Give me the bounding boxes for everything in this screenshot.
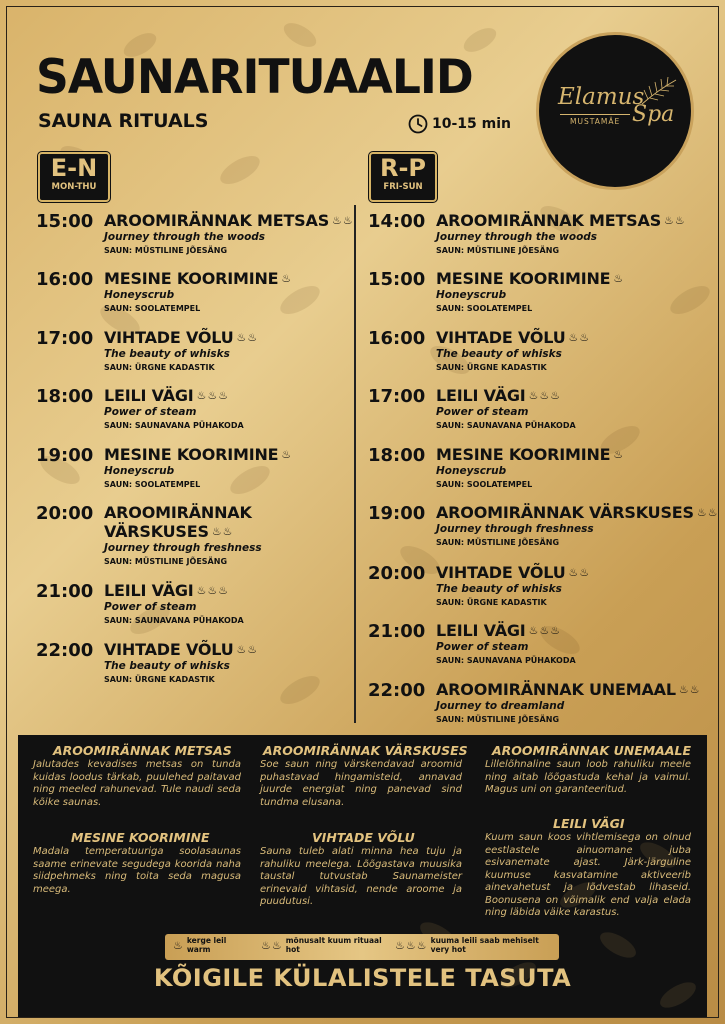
entry-sauna: SAUN: ÜRGNE KADASTIK [436,598,547,607]
clock-icon [408,114,428,134]
desc-text-unemaale: Lillelõhnaline saun loob rahuliku meele ning aitab lõõgastuda kehal ja vaimul. Magus uni on garanteeritud. [485,759,691,795]
desc-title-metsas: AROOMIRÄNNAK METSAS [53,743,232,758]
entry-ritual-name-text: VIHTADE VÕLU [104,328,234,347]
desc-title-unemaale: AROOMIRÄNNAK UNEMAALE [492,743,692,758]
entry-sauna: SAUN: SOOLATEMPEL [104,304,201,313]
entry-ritual-name-text: LEILI VÄGI [436,386,526,405]
entry-ritual-name [436,621,561,640]
desc-title-varskuses: AROOMIRÄNNAK VÄRSKUSES [263,743,468,758]
entry-english-name: Honeyscrub [104,465,175,477]
entry-time: 22:00 [36,640,94,661]
entry-time: 21:00 [368,621,426,642]
entry-time: 16:00 [36,269,94,290]
schedule-entry [36,581,346,641]
heat-level-icon: ♨♨♨ [196,389,230,402]
schedule-entry [368,386,708,446]
entry-ritual-name [436,269,624,288]
entry-english-name: Journey through freshness [436,523,594,535]
entry-english-name: The beauty of whisks [104,660,230,672]
entry-sauna: SAUN: MÜSTILINE JÕESÄNG [104,246,228,255]
logo-line [560,114,630,115]
legend-label: kerge leil [186,936,227,945]
entry-english-name: Journey through freshness [104,542,262,554]
entry-sauna: SAUN: SAUNAVANA PÜHAKODA [436,421,576,430]
entry-ritual-name [436,328,590,347]
entry-english-name: Power of steam [436,641,529,653]
entry-ritual-name [104,328,258,347]
schedule-entry [36,503,346,566]
entry-english-name: Journey to dreamland [436,700,565,712]
entry-ritual-name-text: AROOMIRÄNNAK METSAS [104,211,330,230]
duration [408,114,511,134]
heat-level-icon: ♨♨ [678,683,701,696]
day-badge-mon-thu [38,152,110,202]
schedule-entry [36,445,346,505]
entry-ritual-name-text: AROOMIRÄNNAK METSAS [436,211,662,230]
entry-ritual-name [436,211,686,230]
entry-english-name: The beauty of whisks [104,348,230,360]
heat-level-icon: ♨ [281,448,293,461]
schedule-entry [368,445,708,505]
entry-time: 20:00 [368,563,426,584]
desc-text-vihtade: Sauna tuleb alati minna hea tuju ja rahuliku meelega. Lõõgastava muusika taustal tutvustab Saunameister erinevaid vihtasid, nende aroome ja puudutusi. [260,846,462,907]
entry-ritual-name-text: MESINE KOORIMINE [436,445,611,464]
entry-time: 14:00 [368,211,426,232]
entry-english-name: Journey through the woods [104,231,266,243]
entry-sauna: SAUN: SAUNAVANA PÜHAKODA [436,656,576,665]
desc-text-varskuses: Soe saun ning värskendavad aroomid puhastavad hingamisteid, annavad juurde energiat ning panevad sind tundma elusana. [260,759,462,808]
legend-icons: ♨♨ [261,939,283,952]
entry-ritual-name-text: MESINE KOORIMINE [104,269,279,288]
entry-ritual-name [104,445,292,464]
entry-ritual-name [436,386,561,405]
schedule-entry [36,211,354,271]
schedule-entry [36,328,346,388]
logo-location: MUSTAMÄE [570,117,621,126]
entry-time: 19:00 [368,503,426,524]
entry-ritual-name [436,563,590,582]
entry-ritual-name [104,269,292,288]
entry-ritual-name-text: LEILI VÄGI [104,386,194,405]
heat-legend [165,934,559,960]
column-divider [354,205,356,723]
entry-time: 19:00 [36,445,94,466]
entry-sauna: SAUN: ÜRGNE KADASTIK [104,363,215,372]
heat-level-icon: ♨ [613,272,625,285]
schedule-entry [368,621,708,681]
entry-english-name: The beauty of whisks [436,348,562,360]
entry-english-name: The beauty of whisks [436,583,562,595]
entry-english-name: Honeyscrub [104,289,175,301]
day-badge-main: E-N [50,154,98,182]
day-badge-sub: MON-THU [51,182,97,192]
heat-level-icon: ♨♨♨ [528,624,562,637]
entry-time: 18:00 [36,386,94,407]
heat-level-icon: ♨♨ [236,643,259,656]
entry-sauna: SAUN: MÜSTILINE JÕESÄNG [436,715,560,724]
entry-ritual-name-line2: VÄRSKUSES [104,522,209,541]
heat-level-icon: ♨ [613,448,625,461]
schedule-entry [36,640,346,700]
legend-item-warm [173,937,226,954]
desc-text-koorimine: Madala temperatuuriga soolasaunas saame erinevate segudega koorida naha siidpehmeks ning toita seda magusa meega. [33,846,241,895]
page-title: SAUNARITUAALID [36,50,473,105]
desc-text-metsas: Jalutades kevadises metsas on tunda kuidas loodus tärkab, puulehed paitavad ning meeled rahunevad. Tule naudi seda kõike saunas. [33,759,241,808]
entry-sauna: SAUN: MÜSTILINE JÕESÄNG [104,557,228,566]
entry-sauna: SAUN: MÜSTILINE JÕESÄNG [436,538,560,547]
entry-ritual-name-text: MESINE KOORIMINE [436,269,611,288]
entry-ritual-name-text: LEILI VÄGI [436,621,526,640]
heat-level-icon: ♨♨ [568,331,591,344]
entry-ritual-name-text: AROOMIRÄNNAK UNEMAAL [436,680,676,699]
legend-icons: ♨ [173,939,184,952]
heat-level-icon: ♨ [281,272,293,285]
entry-ritual-name [104,581,229,600]
legend-label-en: very hot [430,944,466,954]
entry-time: 20:00 [36,503,94,524]
elamus-spa-logo [536,32,694,190]
entry-time: 21:00 [36,581,94,602]
schedule-entry [36,269,346,329]
entry-ritual-name [436,445,624,464]
entry-english-name: Power of steam [104,406,197,418]
entry-english-name: Journey through the woods [436,231,598,243]
legend-label: mõnusalt kuum rituaal [285,936,382,945]
entry-ritual-name [104,211,354,230]
schedule-entry [368,269,708,329]
schedule-entry [368,680,708,740]
entry-ritual-name-text: VIHTADE VÕLU [436,328,566,347]
heat-level-icon: ♨♨ [568,566,591,579]
entry-sauna: SAUN: SOOLATEMPEL [436,480,533,489]
desc-text-leili: Kuum saun koos vihtlemisega on olnud eestlastele ainuomane juba esivanemate ajast. Järk-järguline kuumuse kasvatamine aktiveerib ainevahetust ja lõdvestab lihaseid. Boonusena on võimalik end valja elada ning läbida väike karastus. [485,832,691,918]
entry-time: 18:00 [368,445,426,466]
free-for-guests-banner: KÕIGILE KÜLALISTELE TASUTA [153,964,572,992]
schedule-entry [368,328,708,388]
entry-ritual-name [436,503,719,522]
page-subtitle: SAUNA RITUALS [38,110,209,132]
entry-english-name: Power of steam [104,601,197,613]
entry-ritual-name [104,640,258,659]
heat-level-icon: ♨♨ [211,525,234,538]
entry-sauna: SAUN: SOOLATEMPEL [436,304,533,313]
schedule-entry [368,563,708,623]
duration-text: 10-15 min [432,116,512,132]
entry-english-name: Honeyscrub [436,465,507,477]
legend-label-en: warm [186,944,211,954]
desc-title-leili: LEILI VÄGI [553,816,625,831]
entry-time: 15:00 [368,269,426,290]
entry-ritual-name-text: AROOMIRÄNNAK [104,503,252,522]
entry-ritual-name-text: AROOMIRÄNNAK VÄRSKUSES [436,503,694,522]
day-badge-fri-sun [369,152,437,202]
entry-sauna: SAUN: SOOLATEMPEL [104,480,201,489]
legend-label: kuuma leili saab mehiselt [430,936,539,945]
legend-item-hot [261,937,382,954]
logo-spa: Spa [632,102,675,127]
heat-level-icon: ♨♨ [696,506,719,519]
entry-sauna: SAUN: ÜRGNE KADASTIK [104,675,215,684]
legend-label-en: hot [285,944,300,954]
entry-time: 16:00 [368,328,426,349]
heat-level-icon: ♨♨ [664,214,686,227]
schedule-entry [36,386,346,446]
day-badge-sub: FRI-SUN [383,182,423,192]
entry-ritual-name-text: VIHTADE VÕLU [436,563,566,582]
entry-time: 17:00 [368,386,426,407]
legend-icons: ♨♨♨ [395,939,428,952]
entry-sauna: SAUN: SAUNAVANA PÜHAKODA [104,421,244,430]
schedule-entry [368,503,719,563]
heat-level-icon: ♨♨ [236,331,259,344]
entry-sauna: SAUN: MÜSTILINE JÕESÄNG [436,246,560,255]
entry-ritual-name [436,680,701,699]
entry-time: 17:00 [36,328,94,349]
heat-level-icon: ♨♨♨ [528,389,562,402]
desc-title-koorimine: MESINE KOORIMINE [71,830,210,845]
legend-item-very-hot [395,937,539,954]
heat-level-icon: ♨♨♨ [196,584,230,597]
heat-level-icon: ♨♨ [332,214,354,227]
entry-sauna: SAUN: ÜRGNE KADASTIK [436,363,547,372]
entry-ritual-name-text: LEILI VÄGI [104,581,194,600]
entry-time: 15:00 [36,211,94,232]
entry-sauna: SAUN: SAUNAVANA PÜHAKODA [104,616,244,625]
entry-ritual-name [104,503,252,541]
logo-brand: Elamus [558,84,645,110]
entry-time: 22:00 [368,680,426,701]
day-badge-main: R-P [379,154,427,182]
entry-english-name: Power of steam [436,406,529,418]
entry-ritual-name-text: MESINE KOORIMINE [104,445,279,464]
entry-english-name: Honeyscrub [436,289,507,301]
entry-ritual-name [104,386,229,405]
entry-ritual-name-text: VIHTADE VÕLU [104,640,234,659]
desc-title-vihtade: VIHTADE VÕLU [312,830,415,845]
schedule-entry [368,211,708,271]
